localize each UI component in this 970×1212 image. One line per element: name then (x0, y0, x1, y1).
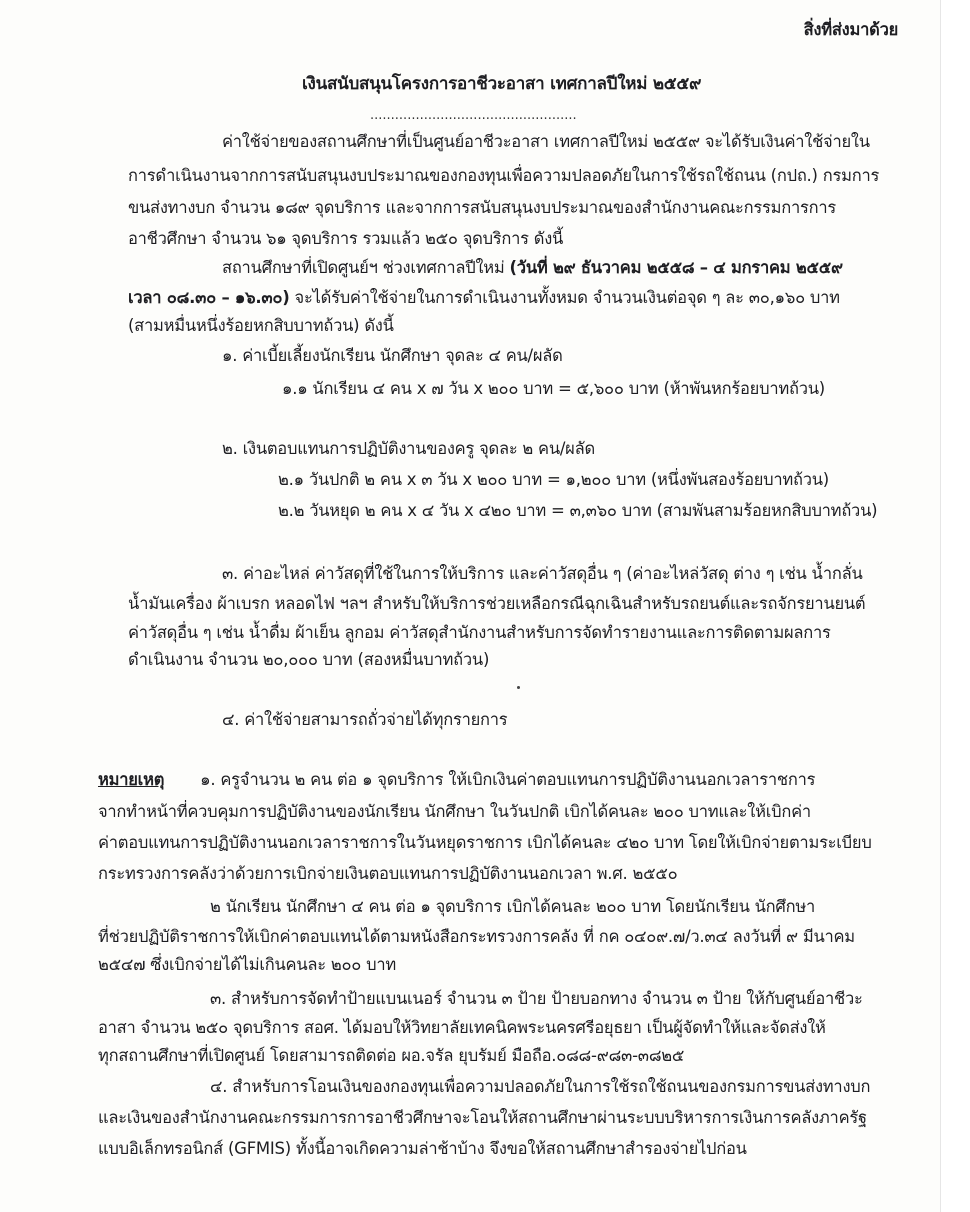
schedule-time: เวลา ๐๘.๓๐ – ๑๖.๓๐) (128, 288, 290, 307)
item-2: ๒. เงินตอบแทนการปฏิบัติงานของครู จุดละ ๒ คน/ผลัด (222, 439, 595, 458)
remark-4-line-1: ๔. สำหรับการโอนเงินของกองทุนเพื่อความปลอดภัยในการใช้รถใช้ถนนของกรมการขนส่งทางบก (210, 1077, 871, 1096)
item-1-1: ๑.๑ นักเรียน ๔ คน x ๗ วัน x ๒๐๐ บาท = ๕,๖๐๐ บาท (ห้าพันหกร้อยบาทถ้วน) (282, 379, 825, 398)
remark-3-line-3: ทุกสถานศึกษาที่เปิดศูนย์ โดยสามารถติดต่อ ผอ.จรัล ยุบรัมย์ มือถือ.๐๘๘-๙๘๓-๓๘๒๕ (98, 1046, 685, 1065)
schedule-line-2 (128, 286, 840, 310)
item-3-line-3: ค่าวัสดุอื่น ๆ เช่น น้ำดื่ม ผ้าเย็น ลูกอม ค่าวัสดุสำนักงานสำหรับการจัดทำรายงานและการติดตามผลการ (128, 623, 831, 642)
remark-3-line-1: ๓. สำหรับการจัดทำป้ายแบนเนอร์ จำนวน ๓ ป้าย ป้ายบอกทาง จำนวน ๓ ป้าย ให้กับศูนย์อาชีวะ (210, 989, 863, 1008)
remark-2-line-2: ที่ช่วยปฏิบัติราชการให้เบิกค่าตอบแทนได้ตามหนังสือกระทรวงการคลัง ที่ กค ๐๔๐๙.๗/ว.๓๔ ลงวันที่ ๙ มีนาคม (98, 927, 855, 946)
item-3-line-1: ๓. ค่าอะไหล่ ค่าวัสดุที่ใช้ในการให้บริการ และค่าวัสดุอื่น ๆ (ค่าอะไหล่วัสดุ ต่าง ๆ เช่น น้ำกลั่น (222, 564, 863, 583)
item-2-1: ๒.๑ วันปกติ ๒ คน x ๓ วัน x ๒๐๐ บาท = ๑,๒๐๐ บาท (หนึ่งพันสองร้อยบาทถ้วน) (278, 470, 829, 489)
remark-1-line-1 (98, 768, 815, 792)
item-3-line-4: ดำเนินงาน จำนวน ๒๐,๐๐๐ บาท (สองหมื่นบาทถ้วน) (128, 650, 490, 669)
intro-line-2: การดำเนินงานจากการสนับสนุนงบประมาณของกองทุนเพื่อความปลอดภัยในการใช้รถใช้ถนน (กปถ.) กรมการ (128, 166, 880, 185)
remark-1-text: ๑. ครูจำนวน ๒ คน ต่อ ๑ จุดบริการ ให้เบิกเงินค่าตอบแทนการปฏิบัติงานนอกเวลาราชการ (200, 770, 816, 789)
schedule-text: สถานศึกษาที่เปิดศูนย์ฯ ช่วงเทศกาลปีใหม่ (222, 258, 510, 277)
schedule-amount: จะได้รับค่าใช้จ่ายในการดำเนินงานทั้งหมด จำนวนเงินต่อจุด ๆ ละ ๓๐,๑๖๐ บาท (289, 288, 840, 307)
intro-line-4: อาชีวศึกษา จำนวน ๖๑ จุดบริการ รวมแล้ว ๒๕๐ จุดบริการ ดังนี้ (128, 229, 564, 248)
remarks-label: หมายเหตุ (98, 770, 165, 789)
scan-speck (517, 686, 520, 689)
item-2-2: ๒.๒ วันหยุด ๒ คน x ๔ วัน x ๔๒๐ บาท = ๓,๓๖๐ บาท (สามพันสามร้อยหกสิบบาทถ้วน) (278, 501, 878, 520)
remark-2-line-1: ๒ นักเรียน นักศึกษา ๔ คน ต่อ ๑ จุดบริการ เบิกได้คนละ ๒๐๐ บาท โดยนักเรียน นักศึกษา (210, 897, 816, 916)
schedule-line-1 (222, 256, 843, 280)
document-title: เงินสนับสนุนโครงการอาชีวะอาสา เทศกาลปีใหม่ ๒๕๕๙ (302, 74, 702, 94)
item-3-line-2: น้ำมันเครื่อง ผ้าเบรก หลอดไฟ ฯลฯ สำหรับให้บริการช่วยเหลือกรณีฉุกเฉินสำหรับรถยนต์และรถจักรยานยนต์ (128, 594, 866, 613)
attachment-label: สิ่งที่ส่งมาด้วย (803, 20, 898, 39)
remark-4-line-2: และเงินของสำนักงานคณะกรรมการการอาชีวศึกษาจะโอนให้สถานศึกษาผ่านระบบบริหารการเงินการคลังภาครัฐ (98, 1108, 867, 1127)
schedule-line-3: (สามหมื่นหนึ่งร้อยหกสิบบาทถ้วน) ดังนี้ (128, 316, 394, 335)
remark-3-line-2: อาสา จำนวน ๒๕๐ จุดบริการ สอศ. ได้มอบให้วิทยาลัยเทคนิคพระนครศรีอยุธยา เป็นผู้จัดทำให้และจัดส่งให้ (98, 1018, 826, 1037)
item-1: ๑. ค่าเบี้ยเลี้ยงนักเรียน นักศึกษา จุดละ ๔ คน/ผลัด (222, 346, 563, 365)
item-4: ๔. ค่าใช้จ่ายสามารถถั่วจ่ายได้ทุกรายการ (222, 710, 508, 729)
remark-2-line-3: ๒๕๔๗ ซึ่งเบิกจ่ายได้ไม่เกินคนละ ๒๐๐ บาท (98, 955, 396, 974)
remark-1-line-2: จากทำหน้าที่ควบคุมการปฏิบัติงานของนักเรียน นักศึกษา ในวันปกติ เบิกได้คนละ ๒๐๐ บาทและให้เบิกค่า (98, 802, 811, 821)
remark-1-line-3: ค่าตอบแทนการปฏิบัติงานนอกเวลาราชการในวันหยุดราชการ เบิกได้คนละ ๔๒๐ บาท โดยให้เบิกจ่ายตามระเบียบ (98, 833, 872, 852)
remark-4-line-3: แบบอิเล็กทรอนิกส์ (GFMIS) ทั้งนี้อาจเกิดความล่าช้าบ้าง จึงขอให้สถานศึกษาสำรองจ่ายไปก่อน (98, 1139, 747, 1158)
remark-1-line-4: กระทรวงการคลังว่าด้วยการเบิกจ่ายเงินตอบแทนการปฏิบัติงานนอกเวลา พ.ศ. ๒๕๕๐ (98, 864, 678, 883)
schedule-dates: (วันที่ ๒๙ ธันวาคม ๒๕๕๘ – ๔ มกราคม ๒๕๕๙ (509, 258, 843, 277)
intro-line-3: ขนส่งทางบก จำนวน ๑๘๙ จุดบริการ และจากการสนับสนุนงบประมาณของสำนักงานคณะกรรมการการ (128, 198, 836, 217)
title-divider: .................................................. (370, 108, 577, 123)
intro-line-1: ค่าใช้จ่ายของสถานศึกษาที่เป็นศูนย์อาชีวะอาสา เทศกาลปีใหม่ ๒๕๕๙ จะได้รับเงินค่าใช้จ่ายใน (222, 132, 870, 151)
